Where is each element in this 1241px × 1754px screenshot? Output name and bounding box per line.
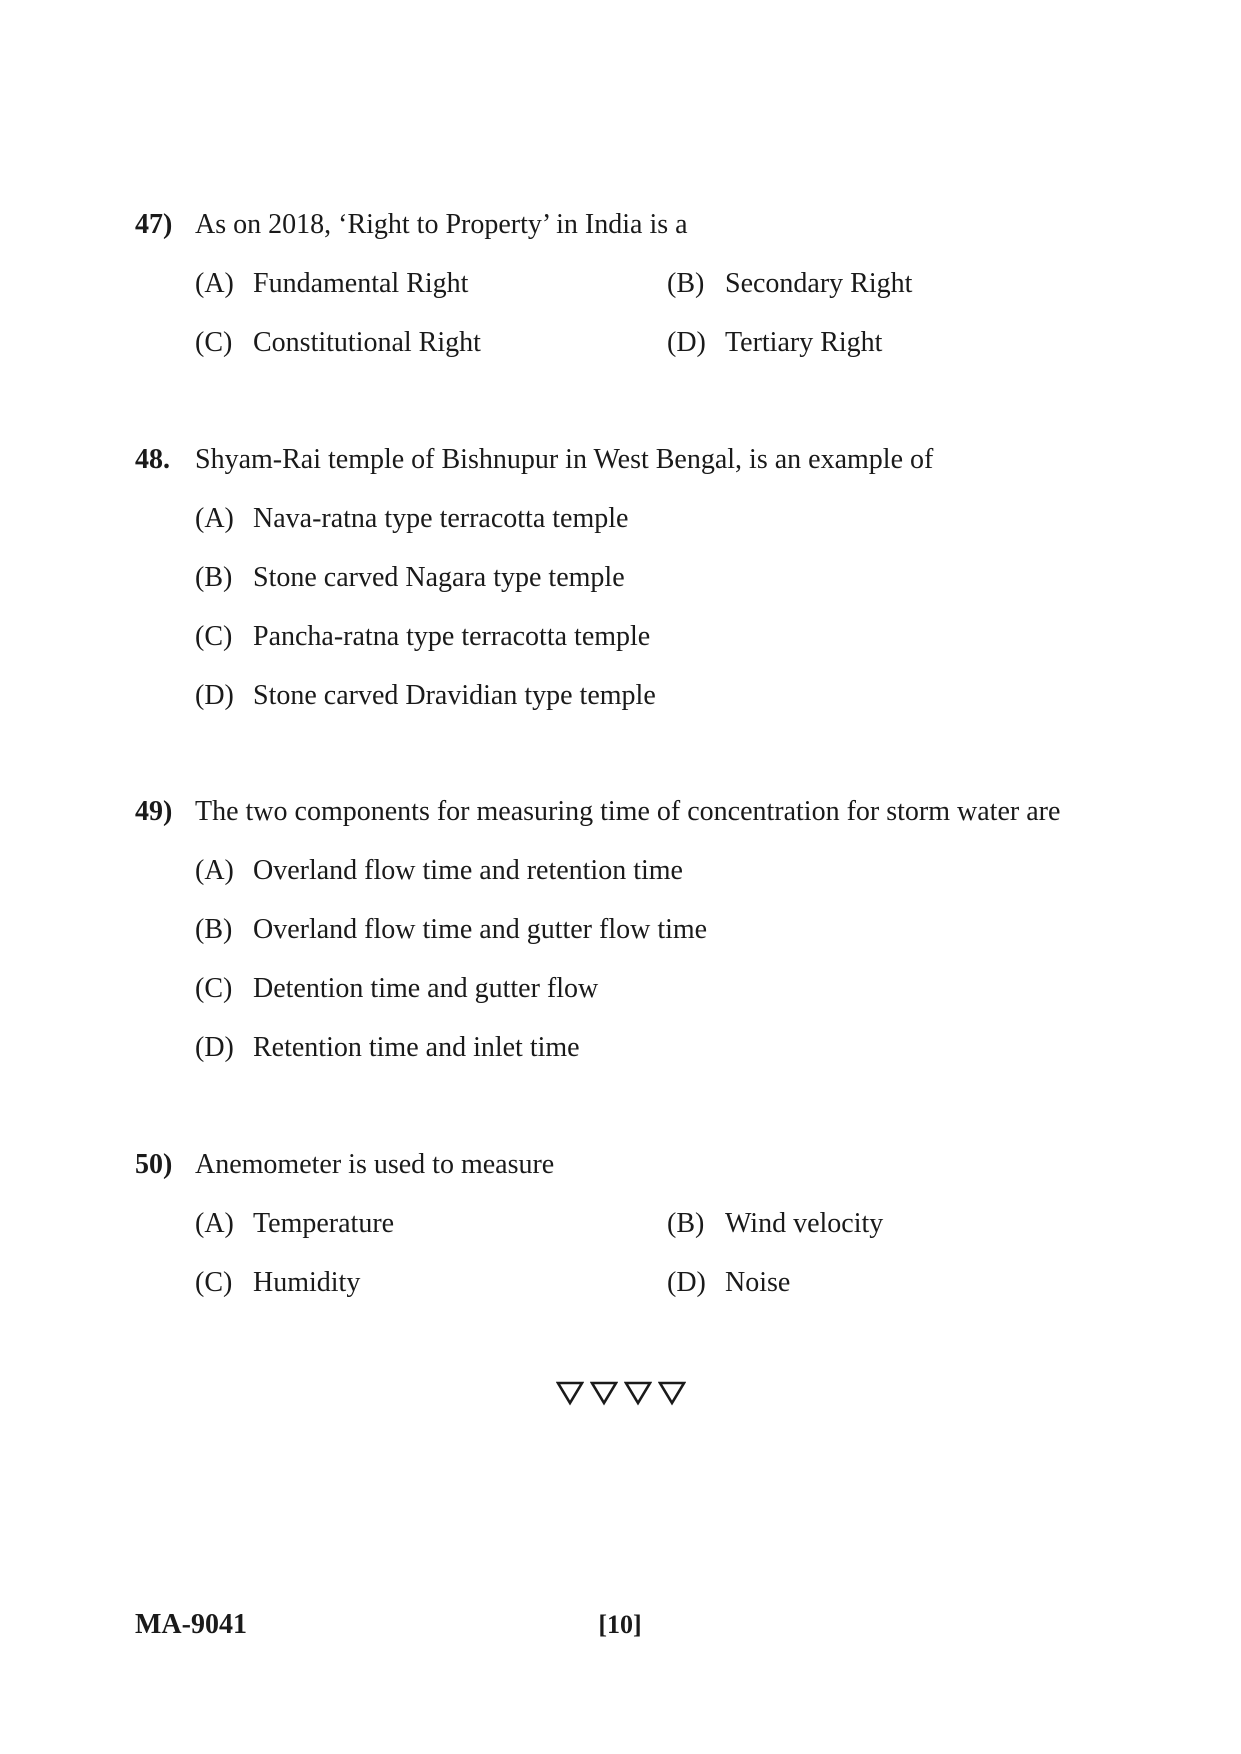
question-text: Anemometer is used to measure [195,1149,555,1180]
options-list [135,851,1135,1068]
option-d [667,323,882,363]
question-number: 48. [135,444,170,475]
question-47 [135,205,1135,382]
option-c [195,1263,360,1303]
option-letter: (B) [195,562,233,593]
question-text: The two components for measuring time of concentration for storm water are [195,796,1061,827]
option-text: Tertiary Right [725,327,883,358]
down-triangle-outline-icon [624,1380,652,1406]
option-text: Constitutional Right [253,327,481,358]
option-text: Wind velocity [725,1208,884,1239]
option-b [667,1204,883,1244]
options-row [135,851,1135,891]
question-number: 47) [135,209,173,240]
option-a [195,1204,394,1244]
paper-code: MA-9041 [135,1609,247,1640]
question-text: Shyam-Rai temple of Bishnupur in West Bengal, is an example of [195,444,934,475]
options-row [135,558,1135,598]
options-row [135,617,1135,657]
option-a [195,264,468,304]
options-list [135,1204,1135,1303]
options-list [135,264,1135,363]
option-b [195,558,625,598]
option-letter: (C) [195,621,233,652]
option-a [195,851,683,891]
question-header [135,792,1135,832]
options-row [135,1204,1135,1244]
options-list [135,499,1135,716]
option-text: Overland flow time and retention time [253,855,683,886]
question-50 [135,1145,1135,1322]
option-b [195,910,707,950]
option-text: Overland flow time and gutter flow time [253,914,708,945]
question-49 [135,792,1135,1087]
option-c [195,969,598,1009]
question-number: 50) [135,1149,173,1180]
option-a [195,499,628,539]
down-triangle-outline-icon [658,1380,686,1406]
option-letter: (D) [195,680,234,711]
option-letter: (C) [195,973,233,1004]
page-number: [10] [598,1610,642,1639]
options-row [135,264,1135,304]
option-letter: (A) [195,1208,234,1239]
options-row [135,499,1135,539]
option-text: Fundamental Right [253,268,469,299]
option-text: Stone carved Nagara type temple [253,562,625,593]
down-triangle-outline-icon [590,1380,618,1406]
end-of-section-marks [0,1372,1241,1412]
option-text: Temperature [253,1208,395,1239]
options-row [135,323,1135,363]
question-header [135,440,1135,480]
option-text: Secondary Right [725,268,913,299]
option-letter: (B) [667,1208,705,1239]
options-row [135,910,1135,950]
options-row [135,969,1135,1009]
option-letter: (C) [195,1267,233,1298]
option-letter: (D) [195,1032,234,1063]
option-text: Pancha-ratna type terracotta temple [253,621,651,652]
options-row [135,1263,1135,1303]
option-d [667,1263,790,1303]
option-letter: (D) [667,1267,706,1298]
question-number: 49) [135,796,173,827]
question-header [135,1145,1135,1185]
options-row [135,1028,1135,1068]
option-text: Noise [725,1267,791,1298]
option-letter: (D) [667,327,706,358]
question-header [135,205,1135,245]
option-text: Retention time and inlet time [253,1032,580,1063]
option-letter: (C) [195,327,233,358]
option-text: Humidity [253,1267,361,1298]
option-b [667,264,912,304]
option-text: Stone carved Dravidian type temple [253,680,656,711]
option-letter: (A) [195,855,234,886]
options-row [135,676,1135,716]
question-48 [135,440,1135,735]
option-d [195,1028,580,1068]
option-letter: (A) [195,503,234,534]
option-text: Detention time and gutter flow [253,973,599,1004]
option-d [195,676,656,716]
option-c [195,323,481,363]
option-letter: (B) [195,914,233,945]
option-text: Nava-ratna type terracotta temple [253,503,629,534]
option-c [195,617,650,657]
down-triangle-outline-icon [556,1380,584,1406]
option-letter: (B) [667,268,705,299]
option-letter: (A) [195,268,234,299]
question-text: As on 2018, ‘Right to Property’ in India is a [195,209,688,240]
